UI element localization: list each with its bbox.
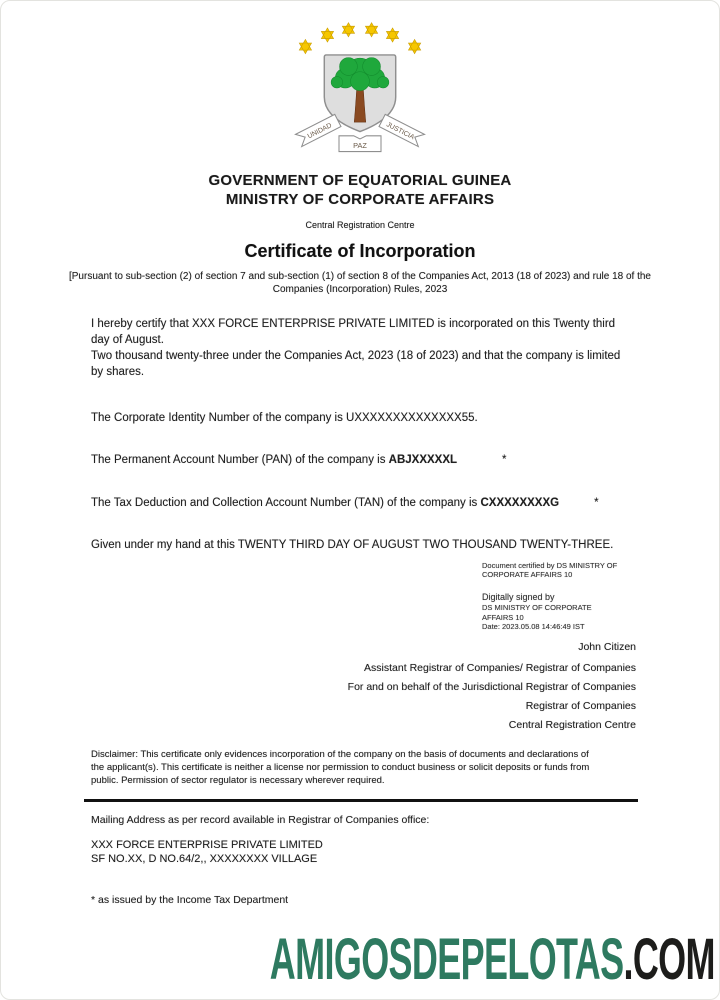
digital-signer-name: DS MINISTRY OF CORPORATE AFFAIRS 10 [482,603,592,622]
signatory-role-1: Assistant Registrar of Companies/ Registrar of Companies [364,662,636,674]
mailing-street-address: SF NO.XX, D NO.64/2,, XXXXXXXX VILLAGE [91,853,318,865]
mailing-address-block [91,838,636,866]
certify-line-2: Two thousand twenty-three under the Companies Act, 2023 (18 of 2023) and that the company is limited by shares. [91,350,621,378]
pan-asterisk: * [502,454,507,466]
disclaimer-text: Disclaimer: This certificate only evidences incorporation of the company on the basis of documents and declarations of the applicant(s). This certificate is neither a license nor permission to conduct business or solicit deposits or funds from public. Permission of sector regulator is necessary wherever required. [91,749,590,786]
mailing-company-name: XXX FORCE ENTERPRISE PRIVATE LIMITED [91,839,323,851]
income-tax-footnote: * as issued by the Income Tax Department [91,894,289,906]
given-under-line: Given under my hand at this TWENTY THIRD DAY OF AUGUST TWO THOUSAND TWENTY-THREE. [91,539,614,551]
header-block [1,171,719,296]
signatory-role-2: For and on behalf of the Jurisdictional Registrar of Companies [347,681,636,693]
registration-centre-label: Central Registration Centre [305,220,415,230]
tan-asterisk: * [594,497,599,509]
pan-line [91,452,636,468]
pan-prefix: The Permanent Account Number (PAN) of the company is [91,454,389,466]
signatory-name: John Citizen [578,641,636,653]
signatory-block [91,640,636,732]
tan-value: CXXXXXXXXG [480,497,560,509]
ministry-title: MINISTRY OF CORPORATE AFFAIRS [225,191,495,208]
six-stars-icon [299,23,421,54]
cin-line: The Corporate Identity Number of the company is UXXXXXXXXXXXXXX55. [91,412,478,424]
motto-unidad: UNIDAD [306,122,334,141]
mailing-address-heading: Mailing Address as per record available in Registrar of Companies office: [91,814,430,826]
certify-paragraph [91,316,623,380]
body-column [1,316,719,906]
separator-line [84,799,638,802]
certificate-title: Certificate of Incorporation [244,241,476,261]
signatory-role-4: Central Registration Centre [508,719,636,731]
tan-prefix: The Tax Deduction and Collection Account Number (TAN) of the company is [91,497,481,509]
watermark-name: AMIGOSDEPELOTAS [269,927,624,992]
digital-signature-block [482,561,636,632]
watermark [269,927,715,992]
digitally-signed-block [482,592,636,632]
ribbon-center [339,136,381,152]
document-certified-note: Document certified by DS MINISTRY OF CORPORATE AFFAIRS 10 [482,561,618,579]
equatorial-guinea-coat-of-arms [276,19,444,156]
ribbon-left [295,114,340,146]
tan-line [91,495,636,511]
government-title: GOVERNMENT OF EQUATORIAL GUINEA [208,172,512,189]
pan-value: ABJXXXXXL [388,454,458,466]
digitally-signed-title: Digitally signed by [482,592,555,602]
watermark-tld: .COM [623,927,715,992]
motto-justicia: JUSTICIA [385,121,416,142]
ribbon-right [379,114,424,146]
motto-paz: PAZ [353,140,367,150]
pursuant-note: [Pursuant to sub-section (2) of section 7 and sub-section (1) of section 8 of the Companies Act, 2013 (18 of 2023) and rule 18 of the Companies (Incorporation) Rules, 2023 [68,271,651,295]
signature-date: Date: 2023.05.08 14:46:49 IST [482,622,585,631]
certify-line-1: I hereby certify that XXX FORCE ENTERPRISE PRIVATE LIMITED is incorporated on this Twenty third day of August. [91,318,616,346]
signatory-role-3: Registrar of Companies [525,700,636,712]
emblem-container [1,1,719,161]
